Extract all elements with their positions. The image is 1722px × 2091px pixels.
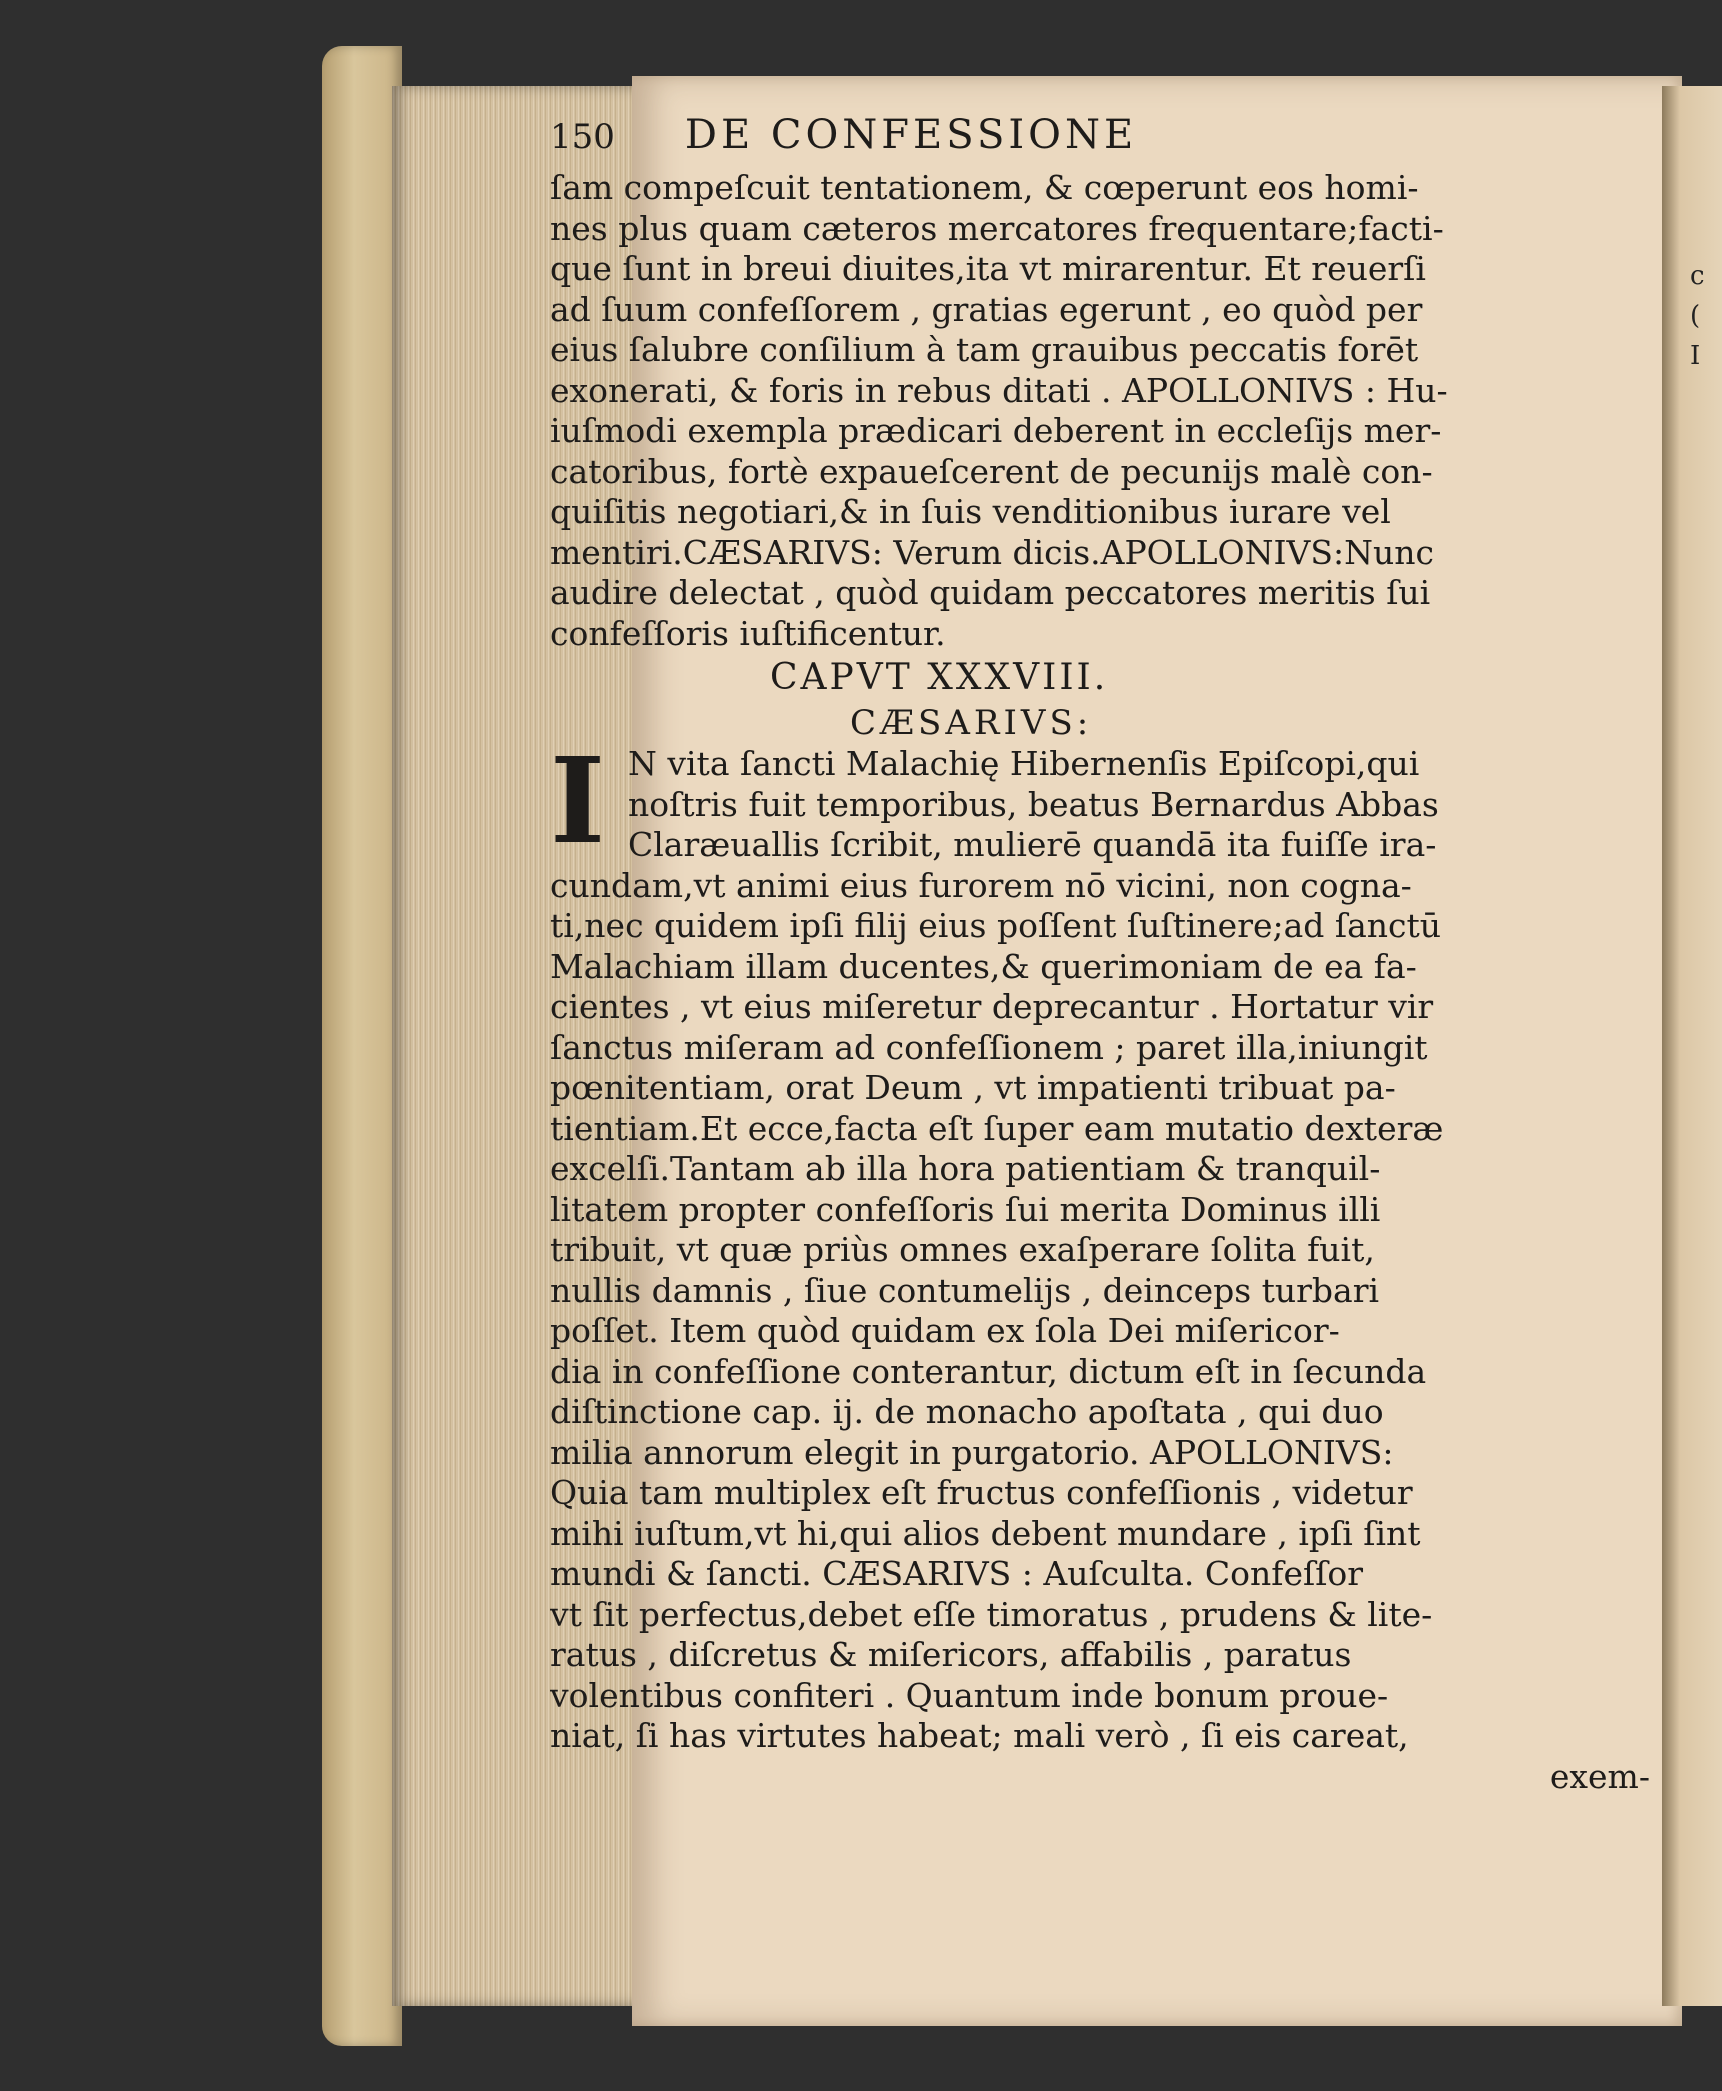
text-line: tribuit, vt quæ priùs omnes exaſperare ſolita fuit,: [550, 1230, 1375, 1269]
paragraph-after: [550, 866, 1660, 1757]
adjacent-page-glyphs: [1690, 256, 1720, 376]
text-line: vt ſit perfectus,debet eſſe timoratus , prudens & lite-: [550, 1594, 1433, 1634]
text-line: quiſitis negotiari,& in ſuis venditionibus iurare vel: [550, 492, 1391, 531]
text-line: mihi iuſtum,vt hi,qui alios debent mundare , ipſi ſint: [550, 1513, 1421, 1553]
speaker-heading: CÆSARIVS:: [850, 703, 1093, 743]
text-line: ſanctus miſeram ad confeſſionem ; paret illa,iniungit: [550, 1027, 1428, 1067]
text-line: confeſſoris iuſtificentur.: [550, 613, 946, 653]
text-line: mundi & ſancti. CÆSARIVS : Auſculta. Confeſſor: [550, 1554, 1364, 1593]
text-line: dia in confeſſione conterantur, dictum eſt in ſecunda: [550, 1351, 1427, 1391]
text-line: litatem propter confeſſoris ſui merita Dominus illi: [550, 1189, 1381, 1229]
text-line: tientiam.Et ecce,facta eſt ſuper eam mutatio dexteræ: [550, 1108, 1444, 1148]
text-line: ti,nec quidem ipſi filij eius poſſent ſuſtinere;ad ſanctū: [550, 906, 1442, 945]
text-line: milia annorum elegit in purgatorio. APOLLONIVS:: [550, 1432, 1394, 1472]
text-line: diſtinctione cap. ij. de monacho apoſtata , qui duo: [550, 1392, 1384, 1431]
text-line: ad ſuum confeſſorem , gratias egerunt , eo quòd per: [550, 289, 1423, 329]
text-line: catoribus, fortè expaueſcerent de pecunijs malè con-: [550, 451, 1433, 491]
text-line: pœnitentiam, orat Deum , vt impatienti tribuat pa-: [550, 1068, 1396, 1107]
text-line: poſſet. Item quòd quidam ex ſola Dei miſericor-: [550, 1311, 1340, 1350]
text-line: Claræuallis ſcribit, mulierē quandā ita fuiſſe ira-: [628, 825, 1437, 864]
text-line: ratus , diſcretus & miſericors, affabilis , paratus: [550, 1635, 1352, 1674]
drop-cap: I: [550, 731, 606, 870]
text-line: eius ſalubre conſilium à tam grauibus peccatis forēt: [550, 330, 1419, 369]
text-line: noſtris fuit temporibus, beatus Bernardus Abbas: [628, 784, 1439, 824]
adjacent-glyph: c: [1690, 261, 1705, 291]
text-line: N vita ſancti Malachię Hibernenſis Epiſcopi,qui: [628, 744, 1420, 783]
text-line: mentiri.CÆSARIVS: Verum dicis.APOLLONIVS:Nunc: [550, 532, 1434, 572]
text-line: cundam,vt animi eius furorem nō vicini, non cogna-: [550, 865, 1412, 905]
paragraph-before: [550, 168, 1660, 654]
text-line: niat, ſi has virtutes habeat; mali verò , ſi eis careat,: [550, 1716, 1409, 1755]
text-line: que ſunt in breui diuites,ita vt mirarentur. Et reuerſi: [550, 249, 1426, 288]
catchword: exem-: [1549, 1756, 1650, 1796]
adjacent-page-strip: [1662, 86, 1722, 2006]
adjacent-glyph: I: [1690, 341, 1701, 371]
running-head: DE CONFESSIONE: [684, 112, 1138, 158]
text-line: cientes , vt eius miſeretur deprecantur . Hortatur vir: [550, 987, 1434, 1026]
adjacent-glyph: (: [1690, 301, 1701, 331]
book-cover-edge: [322, 46, 402, 2046]
text-line: nes plus quam cæteros mercatores frequentare;facti-: [550, 208, 1444, 248]
text-line: excelſi.Tantam ab illa hora patientiam & tranquil-: [550, 1149, 1381, 1188]
text-line: Quia tam multiplex eſt fructus confeſſionis , videtur: [550, 1473, 1413, 1512]
initial-paragraph: [550, 731, 1660, 870]
page-header: [550, 112, 1660, 168]
text-line: audire delectat , quòd quidam peccatores meritis ſui: [550, 573, 1431, 612]
text-line: Malachiam illam ducentes,& querimoniam de ea fa-: [550, 946, 1417, 986]
text-line: volentibus confiteri . Quantum inde bonum proue-: [550, 1675, 1389, 1715]
page-number: 150: [550, 117, 615, 157]
text-line: ſam compeſcuit tentationem, & cœperunt eos homi-: [550, 168, 1419, 207]
text-line: nullis damnis , ſiue contumelijs , deinceps turbari: [550, 1270, 1380, 1310]
page-text: [550, 112, 1660, 1797]
text-line: exonerati, & foris in rebus ditati . APOLLONIVS : Hu-: [550, 370, 1448, 410]
chapter-title: CAPVT XXXVIII.: [770, 657, 1109, 698]
text-line: iuſmodi exempla prædicari deberent in eccleſijs mer-: [550, 411, 1442, 450]
